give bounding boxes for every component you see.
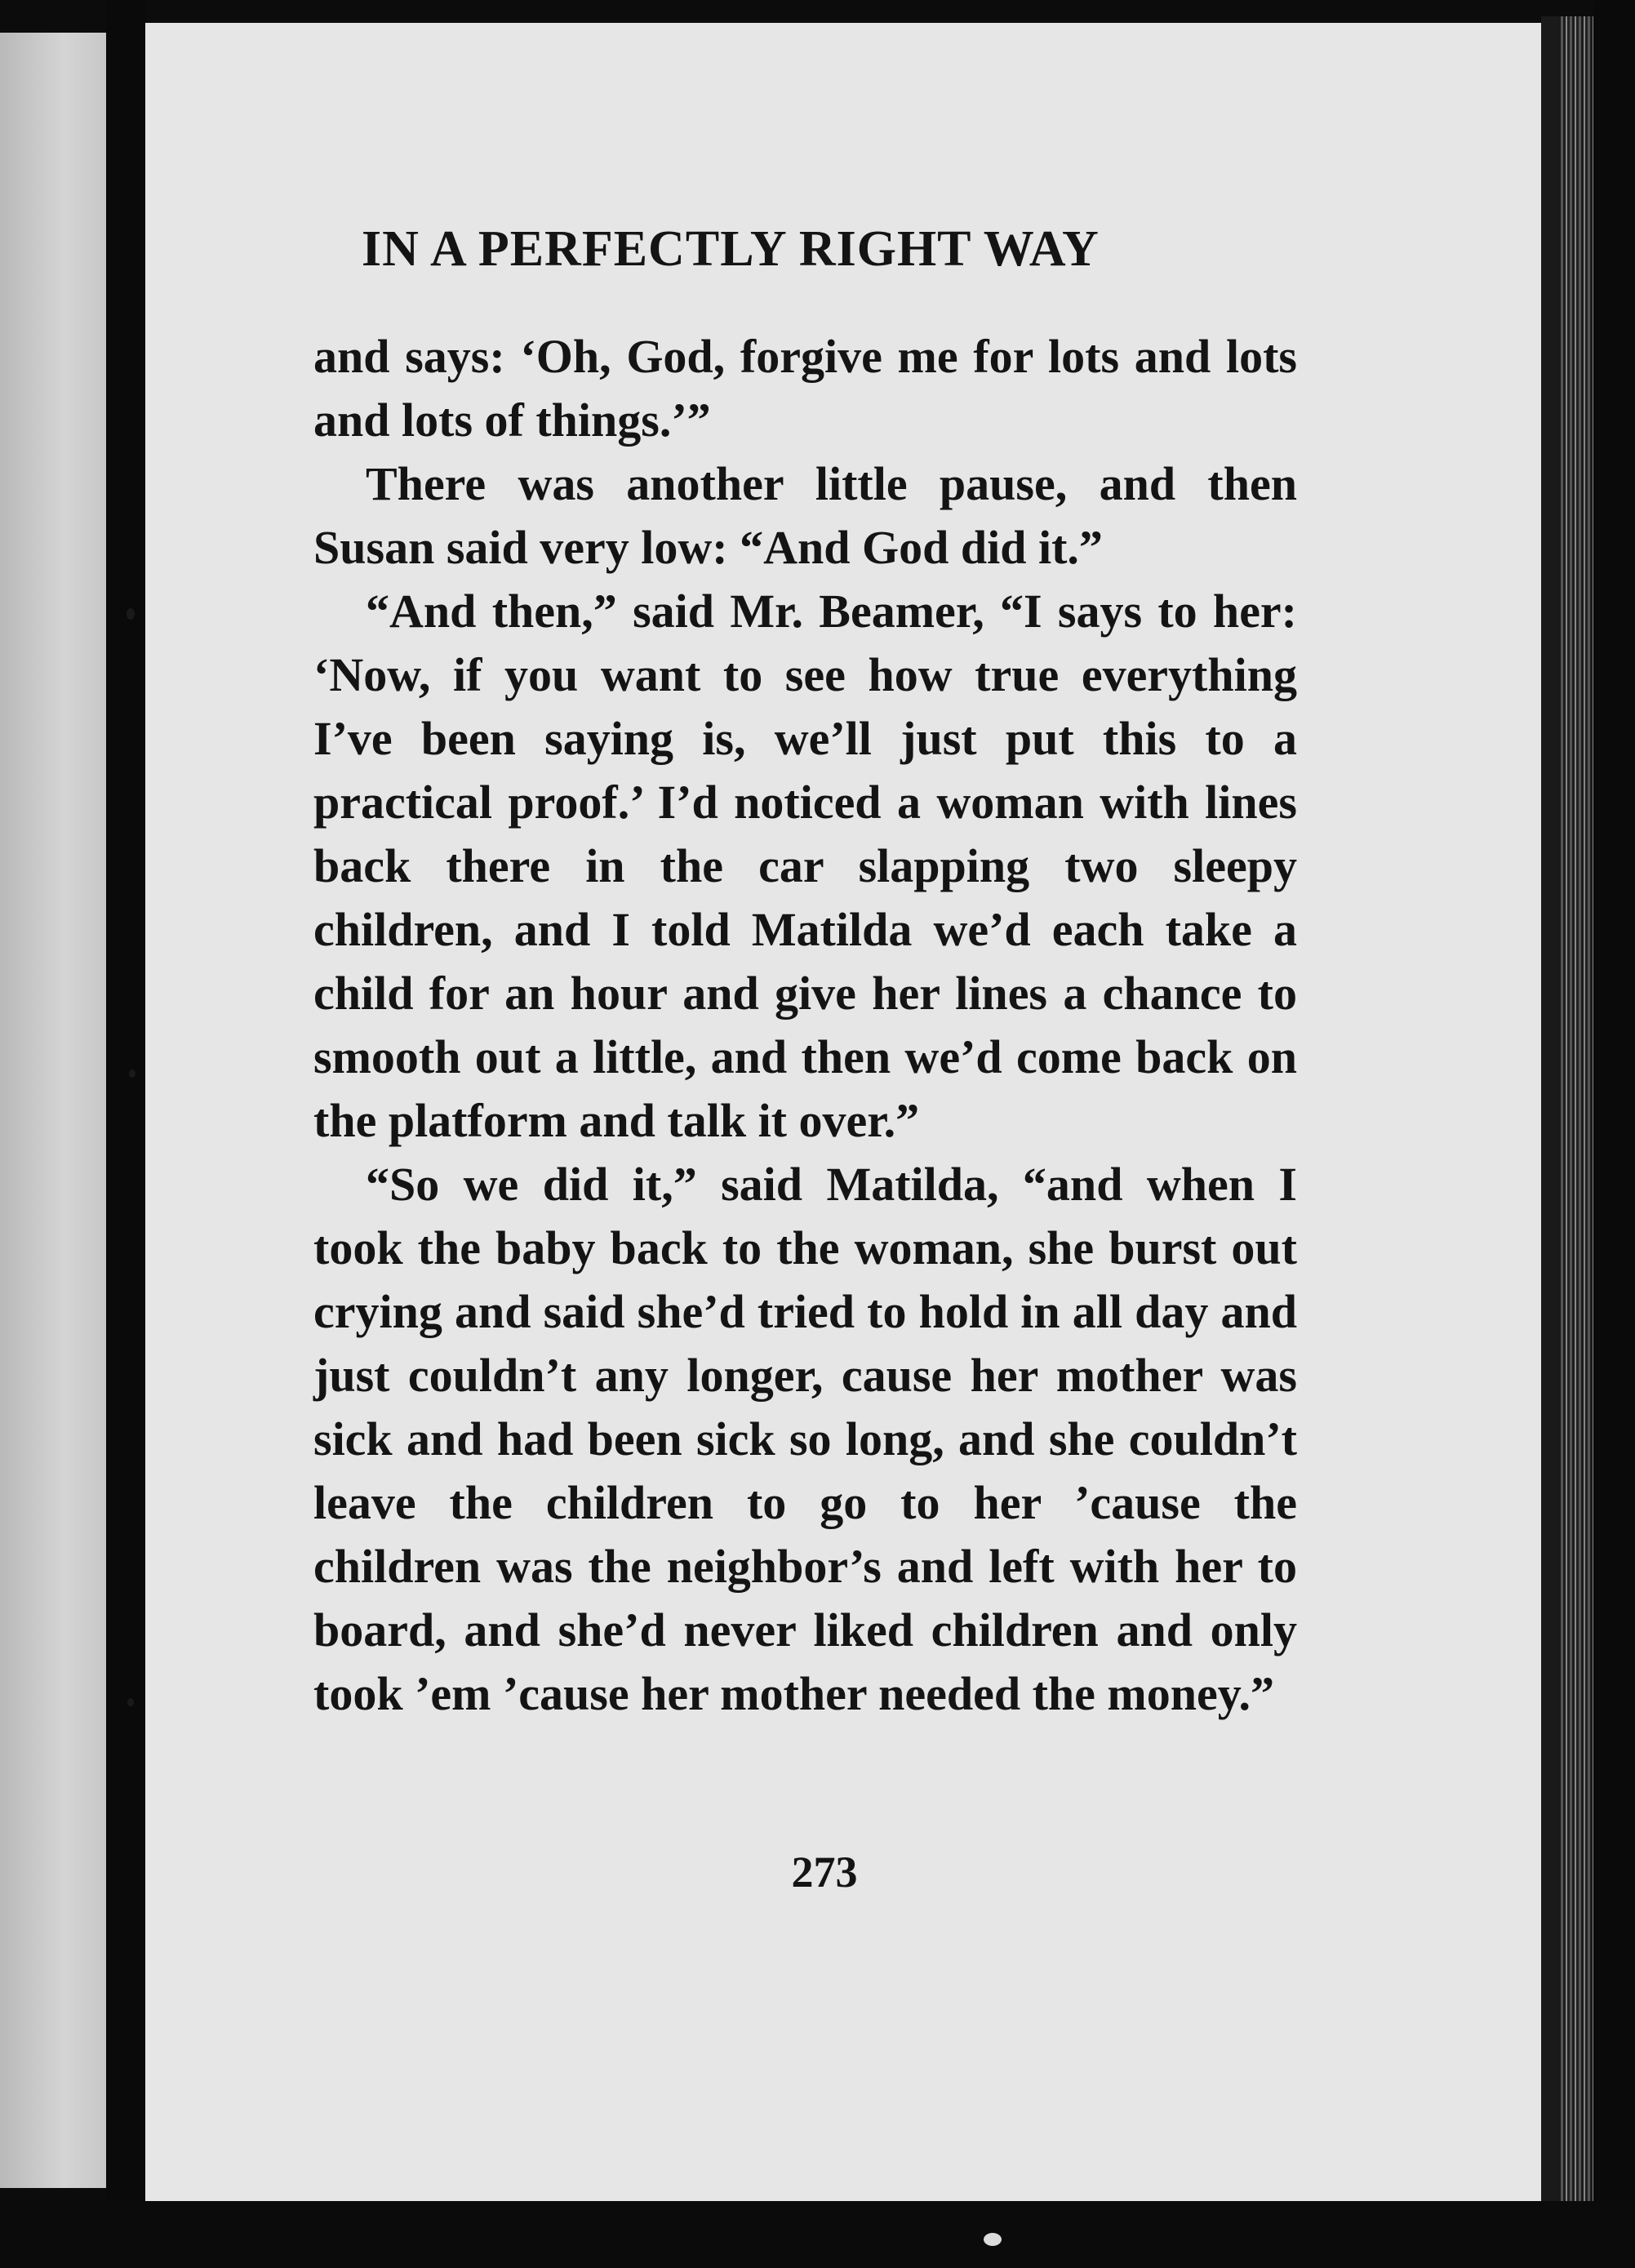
scan-border-right [1593,0,1635,2268]
scan-border-bottom [0,2201,1635,2268]
dust-speck [127,608,135,620]
page-number: 273 [791,1848,858,1897]
dust-speck [984,2233,1002,2246]
paragraph: There was another little pause, and then Susan said very low: “And God did it.” [313,457,1297,574]
dust-speck [129,1070,136,1078]
binding-shadow [106,0,147,2268]
body-text [313,325,1297,1726]
page-edge-right [1541,16,1561,2212]
dust-speck [127,1698,134,1706]
dust-speck [1543,260,1551,278]
paragraph: “So we did it,” said Matilda, “and when I took the baby back to the woman, she burst out crying and said she’d tried to hold in all day and just couldn’t any longer, cause her mother was sick and had been sick so long, and she couldn’t leave the children to go to her ’cause the children was the neighbor’s and left with her to board, and she’d never liked children and only took ’em ’cause her mother needed the money.” [313,1158,1297,1720]
facing-page-edge [0,33,106,2188]
running-head: IN A PERFECTLY RIGHT WAY [362,221,1100,277]
paragraph: and says: ‘Oh, God, forgive me for lots and lots and lots of things.’” [313,330,1297,447]
stacked-page-edges [1561,16,1593,2212]
paragraph: “And then,” said Mr. Beamer, “I says to her: ‘Now, if you want to see how true everything I’ve been saying is, we’ll just put this to a practical proof.’ I’d noticed a woman with lines back there in the car slapping two sleepy children, and I told Matilda we’d each take a child for an hour and give her lines a chance to smooth out a little, and then we’d come back on the platform and talk it over.” [313,585,1297,1147]
